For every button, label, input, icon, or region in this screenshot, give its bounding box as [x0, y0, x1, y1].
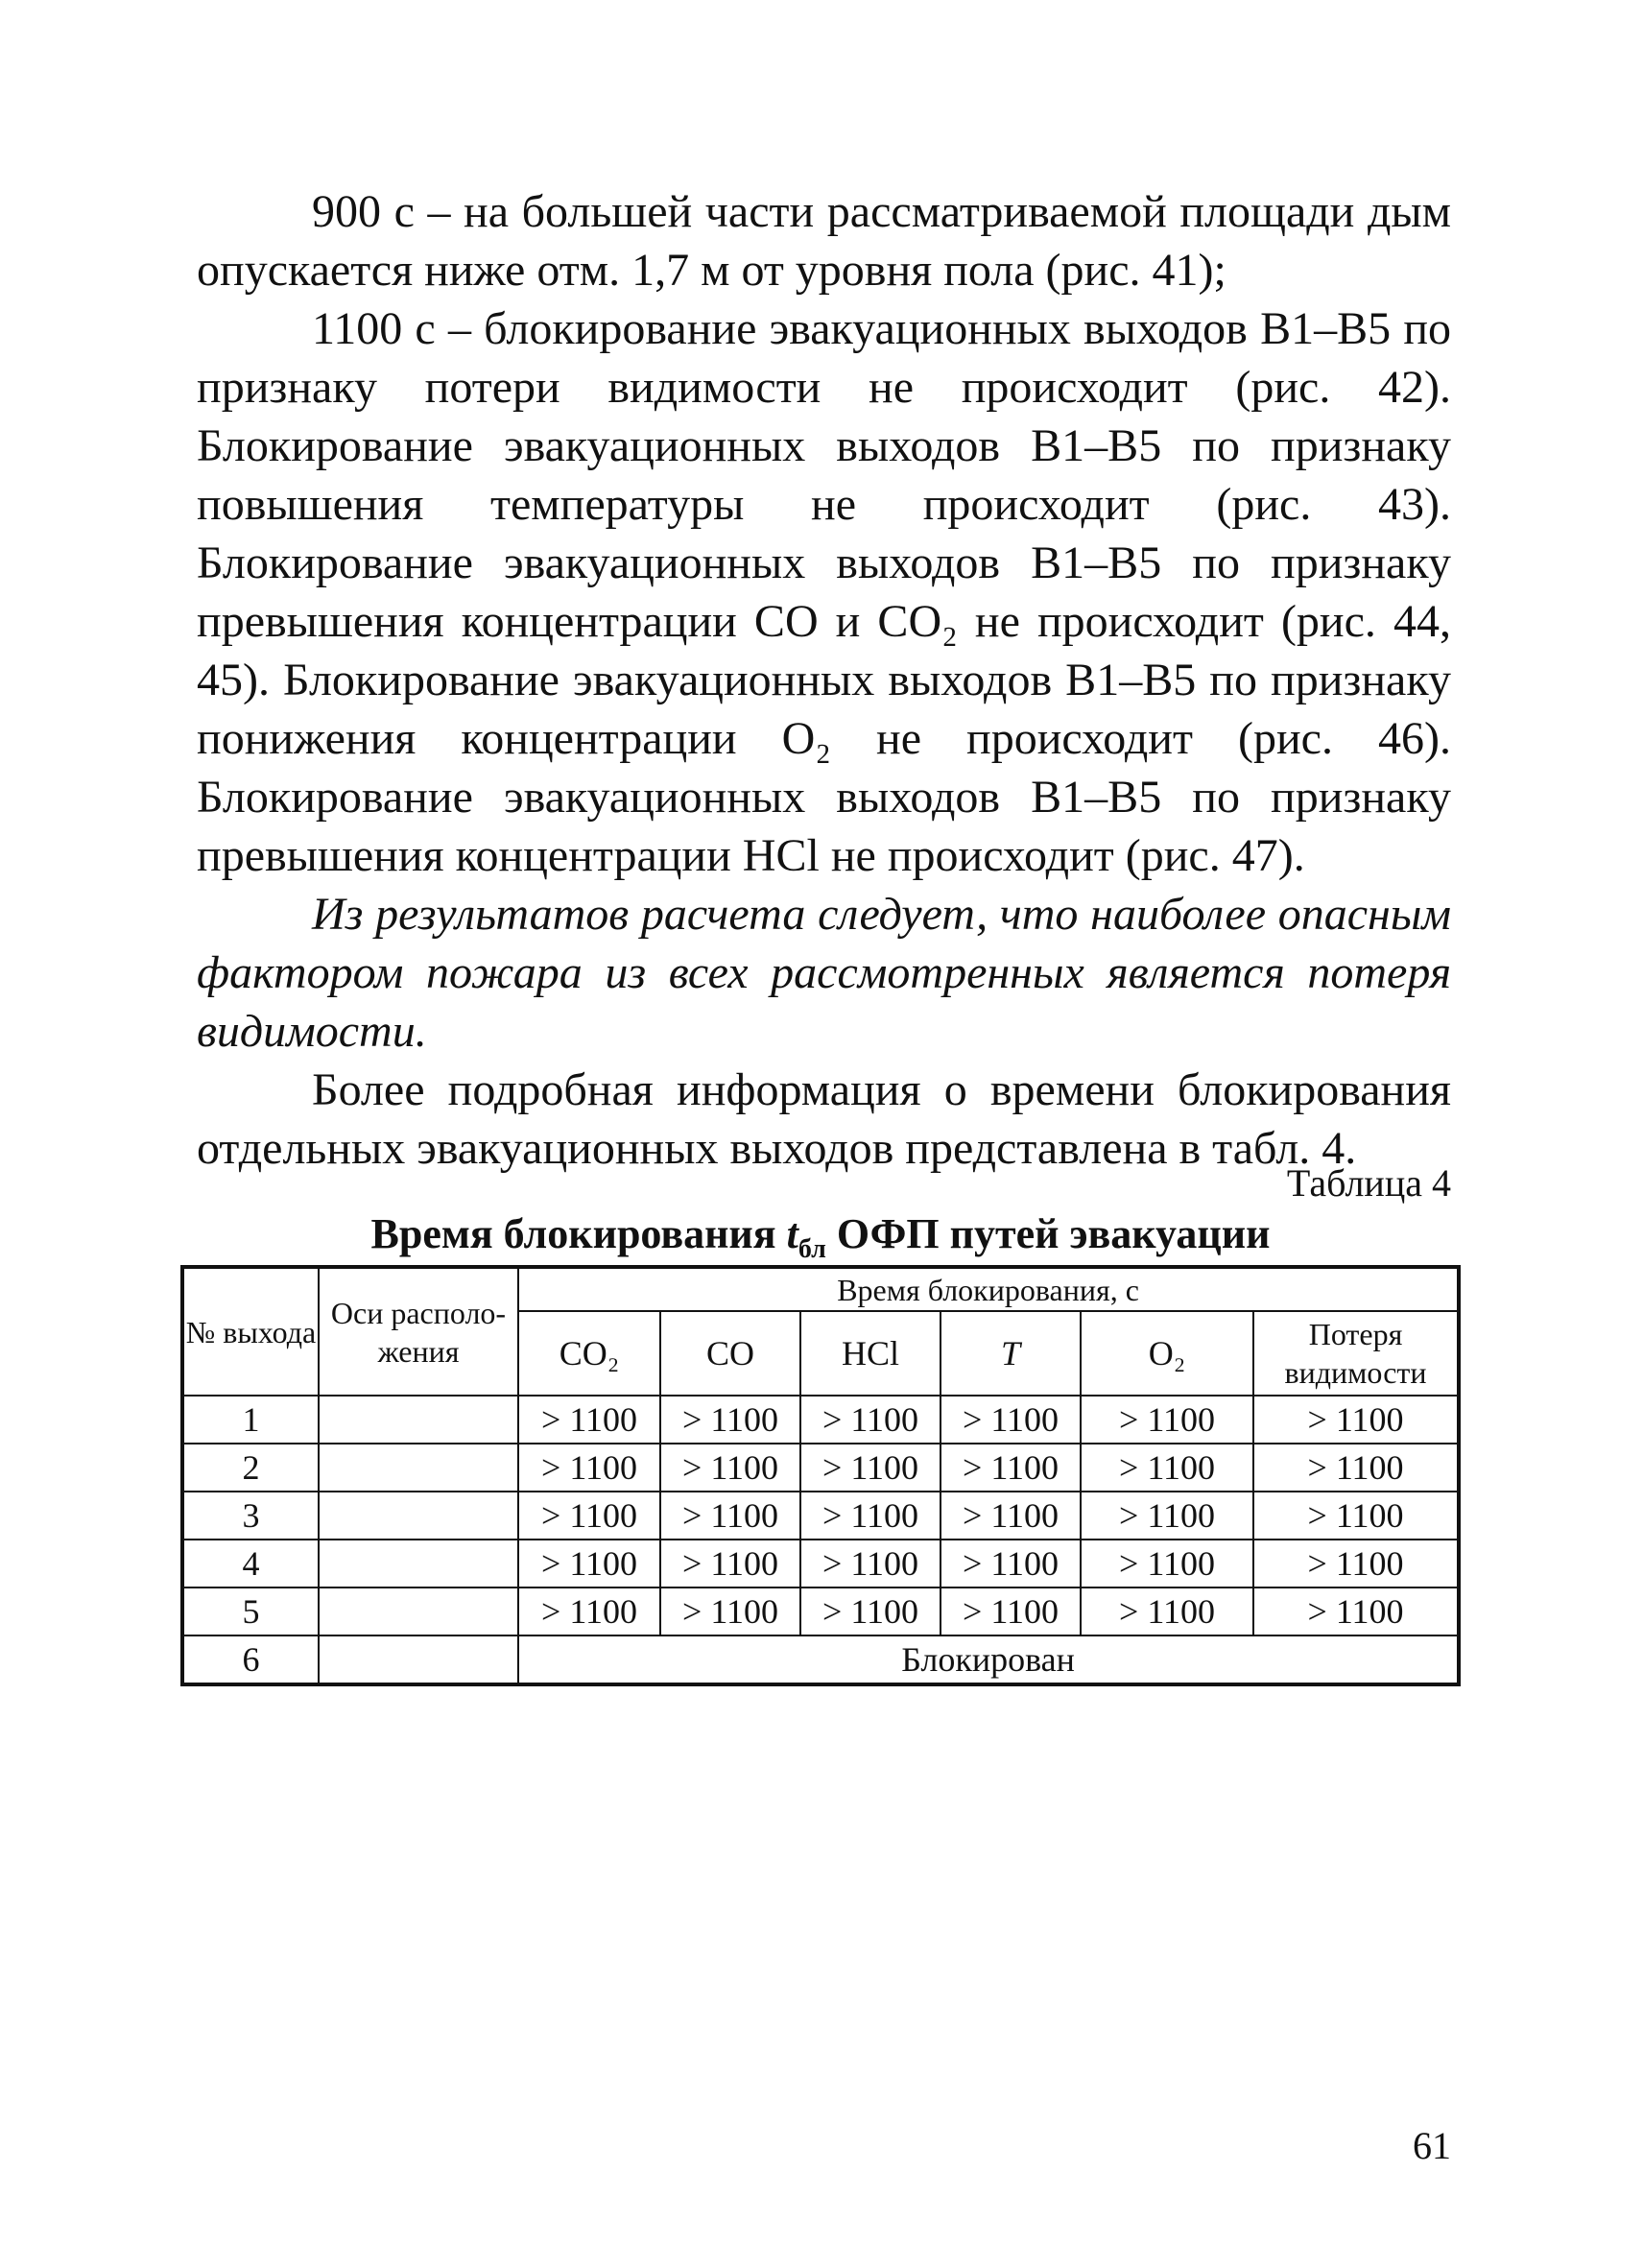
cell-co2: > 1100: [518, 1444, 660, 1492]
table-row: [182, 1492, 1459, 1540]
cell-visibility: > 1100: [1253, 1492, 1459, 1540]
cell-axes: [319, 1540, 518, 1588]
header-time-group: Время блокирования, с: [518, 1267, 1459, 1311]
cell-t: > 1100: [941, 1588, 1081, 1635]
header-co2: CO₂: [518, 1311, 660, 1396]
header-visibility: Потеря видимости: [1253, 1311, 1459, 1396]
paragraph-table-ref: Более подробная информация о времени блокирования отдельных эвакуационных выходов представлена в табл. 4.: [197, 1064, 1451, 1174]
header-hcl: HCl: [800, 1311, 941, 1396]
cell-visibility: > 1100: [1253, 1588, 1459, 1635]
cell-co2: > 1100: [518, 1540, 660, 1588]
cell-hcl: > 1100: [800, 1540, 941, 1588]
paragraph-conclusion: Из результатов расчета следует, что наиболее опасным фактором пожара из всех рассмотренных является потеря видимости.: [197, 889, 1451, 1057]
cell-visibility: > 1100: [1253, 1540, 1459, 1588]
paragraph-900s: 900 с – на большей части рассматриваемой площади дым опускается ниже отм. 1,7 м от уровня пола (рис. 41);: [197, 186, 1451, 296]
table-title-var: t: [786, 1210, 798, 1257]
cell-co: > 1100: [660, 1444, 800, 1492]
cell-co2: > 1100: [518, 1492, 660, 1540]
cell-blocked: Блокирован: [518, 1635, 1459, 1684]
header-o2: O₂: [1081, 1311, 1253, 1396]
header-co: CO: [660, 1311, 800, 1396]
cell-hcl: > 1100: [800, 1444, 941, 1492]
cell-no: 1: [182, 1396, 319, 1444]
cell-axes: [319, 1444, 518, 1492]
table-row: [182, 1540, 1459, 1588]
cell-t: > 1100: [941, 1492, 1081, 1540]
cell-co: > 1100: [660, 1588, 800, 1635]
table-row: [182, 1588, 1459, 1635]
table-row: [182, 1635, 1459, 1684]
cell-no: 6: [182, 1635, 319, 1684]
cell-axes: [319, 1635, 518, 1684]
cell-o2: > 1100: [1081, 1588, 1253, 1635]
table-title-sub: бл: [798, 1233, 826, 1264]
cell-co: > 1100: [660, 1396, 800, 1444]
table-label: Таблица 4: [1286, 1161, 1451, 1205]
table-row: [182, 1444, 1459, 1492]
header-exit-no: № выхода: [182, 1267, 319, 1396]
cell-no: 3: [182, 1492, 319, 1540]
cell-axes: [319, 1588, 518, 1635]
cell-o2: > 1100: [1081, 1492, 1253, 1540]
cell-no: 4: [182, 1540, 319, 1588]
cell-co2: > 1100: [518, 1588, 660, 1635]
header-axes: Оси располо-жения: [319, 1267, 518, 1396]
cell-axes: [319, 1396, 518, 1444]
table-title-suffix: ОФП путей эвакуации: [825, 1210, 1271, 1257]
body-text: [197, 182, 1451, 1178]
cell-co2: > 1100: [518, 1396, 660, 1444]
cell-hcl: > 1100: [800, 1492, 941, 1540]
cell-no: 2: [182, 1444, 319, 1492]
cell-co: > 1100: [660, 1540, 800, 1588]
cell-no: 5: [182, 1588, 319, 1635]
page-number: 61: [1413, 2124, 1451, 2167]
cell-o2: > 1100: [1081, 1540, 1253, 1588]
table-title-prefix: Время блокирования: [370, 1210, 787, 1257]
cell-hcl: > 1100: [800, 1396, 941, 1444]
cell-hcl: > 1100: [800, 1588, 941, 1635]
cell-o2: > 1100: [1081, 1444, 1253, 1492]
cell-axes: [319, 1492, 518, 1540]
header-t: T: [941, 1311, 1081, 1396]
cell-t: > 1100: [941, 1540, 1081, 1588]
cell-o2: > 1100: [1081, 1396, 1253, 1444]
cell-t: > 1100: [941, 1444, 1081, 1492]
paragraph-1100s: 1100 с – блокирование эвакуационных выходов В1–В5 по признаку потери видимости не происходит (рис. 42). Блокирование эвакуационных выходов В1–В5 по признаку повышения температуры не происходит (рис. 43). Блокирование эвакуационных выходов В1–В5 по признаку превышения концентрации СО и СО₂ не происходит (рис. 44, 45). Блокирование эвакуационных выходов В1–В5 по признаку понижения концентрации О₂ не происходит (рис. 46). Блокирование эвакуационных выходов В1–В5 по признаку превышения концентрации HCl не происходит (рис. 47).: [197, 303, 1451, 881]
cell-visibility: > 1100: [1253, 1396, 1459, 1444]
cell-visibility: > 1100: [1253, 1444, 1459, 1492]
cell-t: > 1100: [941, 1396, 1081, 1444]
blocking-time-table: [180, 1265, 1461, 1686]
cell-co: > 1100: [660, 1492, 800, 1540]
table-row: [182, 1396, 1459, 1444]
